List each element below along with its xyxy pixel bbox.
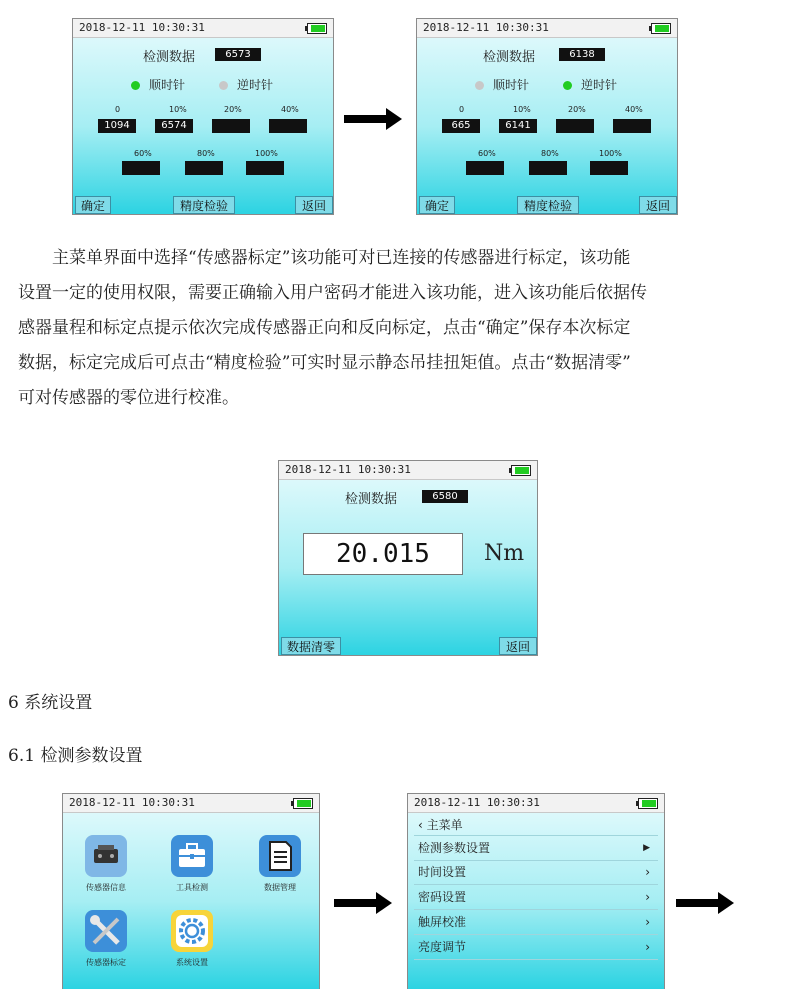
point-pct: 20% <box>224 105 242 114</box>
sensor-info-label: 传感器信息 <box>86 883 126 892</box>
right-arrow-icon <box>344 108 402 130</box>
data-value: 6573 <box>215 48 261 61</box>
battery-icon <box>638 798 658 809</box>
system-settings-screen <box>407 793 665 989</box>
menu-item-label: 检测参数设置 <box>418 841 491 855</box>
back-button[interactable]: 返回 <box>499 637 537 655</box>
point-value[interactable] <box>529 161 567 175</box>
menu-item-label: 亮度调节 <box>418 940 467 954</box>
back-button[interactable]: 返回 <box>639 196 677 214</box>
point-value[interactable] <box>212 119 250 133</box>
point-value[interactable] <box>590 161 628 175</box>
right-arrow-icon <box>676 892 734 914</box>
toolbox-label: 工具检测 <box>176 883 208 892</box>
chevron-right-icon: › <box>645 890 650 904</box>
ccw-label: 逆时针 <box>581 78 618 92</box>
chevron-left-icon: ‹ <box>418 818 423 832</box>
section-heading: 6 系统设置 <box>8 693 93 713</box>
point-pct: 100% <box>255 149 278 158</box>
torque-value: 20.015 <box>336 539 430 569</box>
datetime: 2018-12-11 10:30:31 <box>423 21 549 34</box>
back-to-main-menu[interactable] <box>418 815 463 835</box>
ccw-label: 逆时针 <box>237 78 274 92</box>
point-pct: 0 <box>115 105 121 114</box>
menu-item-brightness[interactable] <box>414 935 658 960</box>
status-bar <box>408 794 664 813</box>
cw-indicator[interactable] <box>131 81 140 90</box>
point-pct: 100% <box>599 149 622 158</box>
back-button[interactable]: 返回 <box>295 196 333 214</box>
sensor-info-icon[interactable] <box>85 835 127 877</box>
ccw-indicator[interactable] <box>219 81 228 90</box>
menu-item-time-settings[interactable] <box>414 860 658 885</box>
confirm-button[interactable]: 确定 <box>75 196 111 214</box>
data-value: 6138 <box>559 48 605 61</box>
point-value[interactable] <box>246 161 284 175</box>
menu-item-label: 时间设置 <box>418 865 467 879</box>
cw-label: 顺时针 <box>149 78 186 92</box>
point-value[interactable] <box>185 161 223 175</box>
ccw-indicator[interactable] <box>563 81 572 90</box>
document-icon[interactable] <box>259 835 301 877</box>
point-value[interactable]: 6141 <box>499 119 537 133</box>
right-arrow-icon <box>334 892 392 914</box>
data-value: 6580 <box>422 490 468 503</box>
battery-icon <box>511 465 531 476</box>
battery-icon <box>651 23 671 34</box>
status-bar <box>63 794 319 813</box>
point-pct: 20% <box>568 105 586 114</box>
point-value[interactable]: 1094 <box>98 119 136 133</box>
point-pct: 40% <box>625 105 643 114</box>
wrench-screwdriver-icon[interactable] <box>85 910 127 952</box>
chevron-right-icon: › <box>645 915 650 929</box>
point-value[interactable] <box>269 119 307 133</box>
datetime: 2018-12-11 10:30:31 <box>79 21 205 34</box>
menu-item-label: 密码设置 <box>418 890 467 904</box>
point-pct: 40% <box>281 105 299 114</box>
battery-icon <box>293 798 313 809</box>
paragraph-line: 设置一定的使用权限，需要正确输入用户密码才能进入该功能，进入该功能后依据传 <box>18 283 647 303</box>
confirm-button[interactable]: 确定 <box>419 196 455 214</box>
paragraph-line: 数据，标定完成后可点击“精度检验”可实时显示静态吊挂扭矩值。点击“数据清零” <box>18 353 631 373</box>
subsection-heading: 6.1 检测参数设置 <box>8 746 143 766</box>
accuracy-check-button[interactable]: 精度检验 <box>517 196 579 214</box>
calibration-screen-ccw <box>416 18 678 215</box>
calibration-screen-cw <box>72 18 334 215</box>
toolbox-icon[interactable] <box>171 835 213 877</box>
accuracy-check-button[interactable]: 精度检验 <box>173 196 235 214</box>
point-value[interactable]: 665 <box>442 119 480 133</box>
data-label: 检测数据 <box>143 50 196 65</box>
point-value[interactable] <box>556 119 594 133</box>
gear-icon[interactable] <box>171 910 213 952</box>
datetime: 2018-12-11 10:30:31 <box>69 796 195 809</box>
torque-unit: Nm <box>484 541 525 566</box>
point-value[interactable] <box>466 161 504 175</box>
main-menu-screen <box>62 793 320 989</box>
point-value[interactable]: 6574 <box>155 119 193 133</box>
status-bar <box>73 19 333 38</box>
system-settings-label: 系统设置 <box>176 958 208 967</box>
point-pct: 80% <box>197 149 215 158</box>
accuracy-check-screen <box>278 460 538 656</box>
zero-data-button[interactable]: 数据清零 <box>281 637 341 655</box>
point-value[interactable] <box>122 161 160 175</box>
point-pct: 10% <box>513 105 531 114</box>
status-bar <box>279 461 537 480</box>
point-pct: 10% <box>169 105 187 114</box>
point-pct: 0 <box>459 105 465 114</box>
data-label: 检测数据 <box>345 492 398 507</box>
status-bar <box>417 19 677 38</box>
menu-item-password-settings[interactable] <box>414 885 658 910</box>
menu-item-label: 触屏校准 <box>418 915 467 929</box>
cw-label: 顺时针 <box>493 78 530 92</box>
paragraph-line: 可对传感器的零位进行校准。 <box>18 388 239 408</box>
paragraph-line: 感器量程和标定点提示依次完成传感器正向和反向标定，点击“确定”保存本次标定 <box>18 318 631 338</box>
point-value[interactable] <box>613 119 651 133</box>
menu-item-detection-params[interactable] <box>414 835 658 861</box>
point-pct: 80% <box>541 149 559 158</box>
cw-indicator[interactable] <box>475 81 484 90</box>
chevron-right-icon: › <box>645 865 650 879</box>
data-management-label: 数据管理 <box>264 883 296 892</box>
torque-display <box>303 533 463 575</box>
menu-item-touch-calibration[interactable] <box>414 910 658 935</box>
sensor-calibration-label: 传感器标定 <box>86 958 126 967</box>
paragraph-line: 主菜单界面中选择“传感器标定”该功能可对已连接的传感器进行标定，该功能 <box>52 248 631 268</box>
description-paragraph <box>18 241 778 416</box>
datetime: 2018-12-11 10:30:31 <box>285 463 411 476</box>
battery-icon <box>307 23 327 34</box>
point-pct: 60% <box>478 149 496 158</box>
chevron-right-icon: › <box>645 940 650 954</box>
back-label: 主菜单 <box>426 818 463 832</box>
datetime: 2018-12-11 10:30:31 <box>414 796 540 809</box>
point-pct: 60% <box>134 149 152 158</box>
data-label: 检测数据 <box>483 50 536 65</box>
play-icon: ▶ <box>643 843 650 853</box>
